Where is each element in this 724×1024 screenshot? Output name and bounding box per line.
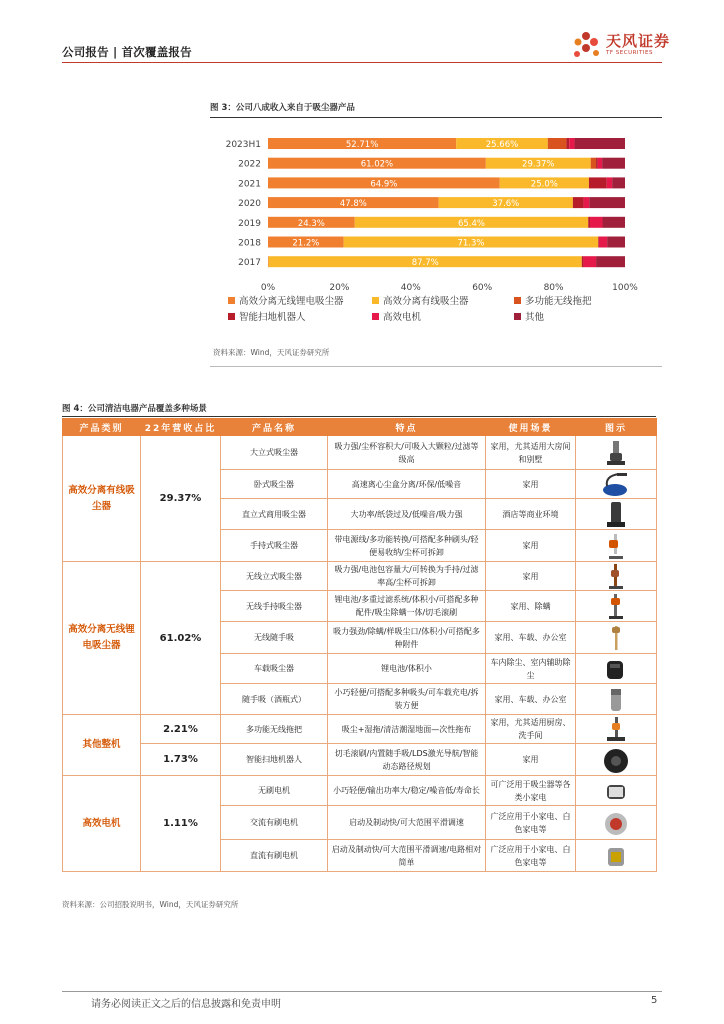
header-divider [62,62,662,63]
report-type-label: 公司报告 | 首次覆盖报告 [62,45,192,59]
page-number: 5 [651,995,658,1006]
bar-segment [588,217,590,228]
usage-scene-cell: 家用，尤其适用大房间和别墅 [486,436,576,470]
product-image-cell [576,840,657,872]
legend-swatch [372,297,379,304]
figure-4-rule [62,416,656,417]
data-label: 29.37% [522,159,555,170]
dc-motor-icon [599,842,633,870]
product-image-cell [576,806,657,840]
bar-segment [589,177,607,188]
column-header: 特点 [328,419,486,436]
legend-label: 高效电机 [383,312,422,323]
product-image-cell [576,654,657,684]
product-image-cell [576,776,657,806]
feature-cell: 启动及制动快/可大范围平滑调速 [328,806,486,840]
bar-segment [268,256,269,267]
bar-segment [599,237,607,248]
feature-cell: 吸力强/电池包容量大/可转换为手持/过滤率高/尘杯可拆卸 [328,562,486,591]
product-image-cell [576,744,657,776]
y-tick-label: 2018 [238,238,261,249]
data-label: 52.71% [345,140,379,150]
feature-cell: 切毛滚刷/内置随手吸/LDS激光导航/智能动态路径规划 [328,744,486,776]
data-label: 21.2% [292,238,320,249]
bar-segment [582,256,584,267]
figure-4-source: 资料来源：公司招股说明书，Wind，天风证券研究所 [62,900,239,909]
data-label: 65.4% [457,218,485,229]
x-tick-label: 100% [612,282,638,293]
product-name-cell: 多功能无线拖把 [221,715,328,744]
figure-3-bottom-rule [210,366,662,367]
product-image-cell [576,562,657,591]
feature-cell: 锂电池/体积小 [328,654,486,684]
brushless-motor-icon [599,777,633,805]
feature-cell: 吸力强/尘杯容积大/可吸入大颗粒/过滤等级高 [328,436,486,470]
stick-vacuum-icon [599,624,633,652]
product-name-cell: 大立式吸尘器 [221,436,328,470]
logo-name: 天风证券 [606,32,671,50]
column-header: 产品名称 [221,419,328,436]
feature-cell: 带电源线/多功能转换/可搭配多种刷头/轻便易收纳/尘杯可拆卸 [328,530,486,562]
y-tick-label: 2021 [238,179,261,190]
y-tick-label: 2020 [238,199,261,210]
revenue-share-cell: 61.02% [141,562,221,715]
data-label: 25.66% [485,140,519,150]
x-tick-label: 20% [329,282,350,293]
usage-scene-cell: 家用 [486,470,576,499]
bar-segment [590,217,602,228]
bottle-vacuum-icon [599,685,633,713]
category-cell: 高效分离无线锂电吸尘器 [63,562,141,715]
product-image-cell [576,684,657,715]
product-table [62,418,657,872]
table-row [63,776,657,806]
bar-segment [596,256,625,267]
handheld-vacuum-icon [599,532,633,560]
bar-segment [573,197,584,208]
bar-segment [607,237,625,248]
bar-segment [589,197,625,208]
column-header: 产品类别 [63,419,141,436]
x-tick-label: 80% [543,282,564,293]
y-tick-label: 2019 [238,218,261,229]
product-name-cell: 无刷电机 [221,776,328,806]
feature-cell: 小巧轻便/可搭配多种吸头/可车载充电/拆装方便 [328,684,486,715]
data-label: 71.3% [457,238,485,249]
product-name-cell: 智能扫地机器人 [221,744,328,776]
data-label: 37.6% [492,199,520,210]
footer-disclaimer: 请务必阅读正文之后的信息披露和免责申明 [91,999,281,1010]
figure-4-title: 图 4：公司清洁电器产品覆盖多种场景 [62,404,207,414]
feature-cell: 小巧轻便/输出功率大/稳定/噪音低/寿命长 [328,776,486,806]
x-tick-label: 0% [260,282,276,293]
product-name-cell: 卧式吸尘器 [221,470,328,499]
y-tick-label: 2022 [238,159,261,170]
column-header: 图示 [576,419,657,436]
commercial-vacuum-icon [599,500,633,528]
product-name-cell: 无线立式吸尘器 [221,562,328,591]
feature-cell: 高速离心尘盒分离/环保/低噪音 [328,470,486,499]
bar-segment [569,138,574,149]
legend-label: 智能扫地机器人 [239,312,306,323]
data-label: 24.3% [297,218,325,229]
bar-segment [602,158,625,169]
product-image-cell [576,715,657,744]
revenue-mix-chart [210,128,662,338]
product-image-cell [576,499,657,530]
product-image-cell [576,591,657,622]
revenue-share-cell: 29.37% [141,436,221,562]
revenue-share-cell: 2.21% [141,715,221,744]
x-tick-label: 40% [400,282,421,293]
usage-scene-cell: 家用 [486,530,576,562]
data-label: 61.02% [360,159,394,170]
table-header-row [63,419,657,436]
revenue-share-cell: 1.73% [141,744,221,776]
category-cell: 高效分离有线吸尘器 [63,436,141,562]
usage-scene-cell: 广泛应用于小家电、白色家电等 [486,840,576,872]
table-row [63,744,657,776]
cordless-upright-icon [599,562,633,590]
product-image-cell [576,470,657,499]
bar-segment [548,138,567,149]
legend-label: 高效分离无线锂电吸尘器 [239,296,344,307]
figure-3-source: 资料来源：Wind，天风证券研究所 [213,348,330,357]
usage-scene-cell: 家用 [486,744,576,776]
product-name-cell: 交流有刷电机 [221,806,328,840]
legend-swatch [514,313,521,320]
product-image-cell [576,436,657,470]
wet-mop-icon [599,715,633,743]
feature-cell: 吸力强劲/除螨/样吸尘口/体积小/可搭配多种附件 [328,622,486,654]
x-tick-label: 60% [472,282,493,293]
legend-label: 其他 [525,312,545,323]
bar-segment [591,158,596,169]
legend-swatch [228,297,235,304]
footer-divider [62,991,662,992]
revenue-share-cell: 1.11% [141,776,221,872]
figure-3-rule [210,117,662,118]
data-label: 87.7% [411,258,439,269]
usage-scene-cell: 家用，尤其适用厨房、洗手间 [486,715,576,744]
bar-segment [603,217,625,228]
figure-3-title: 图 3：公司八成收入来自于吸尘器产品 [210,103,355,113]
bar-segment [598,158,602,169]
usage-scene-cell: 车内除尘、室内辅助除尘 [486,654,576,684]
product-image-cell [576,530,657,562]
y-tick-label: 2023H1 [225,140,261,150]
feature-cell: 启动及制动快/可大范围平滑调速/电路相对简单 [328,840,486,872]
usage-scene-cell: 可广泛用于吸尘器等各类小家电 [486,776,576,806]
canister-vacuum-icon [599,470,633,498]
bar-segment [607,177,612,188]
usage-scene-cell: 家用 [486,562,576,591]
bar-segment [566,138,569,149]
bar-segment [575,138,625,149]
bar-segment [612,177,625,188]
category-cell: 高效电机 [63,776,141,872]
product-image-cell [576,622,657,654]
upright-vacuum-icon [599,439,633,467]
legend-label: 高效分离有线吸尘器 [383,296,469,307]
bar-segment [596,158,598,169]
robot-vacuum-icon [599,746,633,774]
legend-swatch [372,313,379,320]
bar-segment [584,197,590,208]
data-label: 25.0% [530,179,558,190]
data-label: 64.9% [370,179,398,190]
ac-motor-icon [599,809,633,837]
feature-cell: 大功率/纸袋过及/低噪音/吸力强 [328,499,486,530]
category-cell: 其他整机 [63,715,141,776]
usage-scene-cell: 广泛应用于小家电、白色家电等 [486,806,576,840]
logo-subtitle: TF SECURITIES [606,50,653,56]
product-name-cell: 直流有刷电机 [221,840,328,872]
table-row [63,562,657,591]
bar-segment [598,237,599,248]
product-name-cell: 随手吸（酒瓶式） [221,684,328,715]
product-name-cell: 手持式吸尘器 [221,530,328,562]
feature-cell: 吸尘+湿拖/清洁潮湿地面—次性拖布 [328,715,486,744]
usage-scene-cell: 家用、除螨 [486,591,576,622]
product-name-cell: 车载吸尘器 [221,654,328,684]
column-header: 使用场景 [486,419,576,436]
product-name-cell: 直立式商用吸尘器 [221,499,328,530]
usage-scene-cell: 家用、车载、办公室 [486,622,576,654]
cordless-stick-icon [599,592,633,620]
logo-mark-icon [574,32,599,57]
usage-scene-cell: 家用、车载、办公室 [486,684,576,715]
table-row [63,436,657,470]
product-name-cell: 无线随手吸 [221,622,328,654]
legend-swatch [514,297,521,304]
car-vacuum-icon [599,655,633,683]
product-name-cell: 无线手持吸尘器 [221,591,328,622]
column-header: 22年营收占比 [141,419,221,436]
bar-segment [584,256,596,267]
data-label: 47.8% [339,199,367,210]
legend-label: 多功能无线拖把 [525,296,592,307]
table-row [63,715,657,744]
legend-swatch [228,313,235,320]
feature-cell: 锂电池/多重过滤系统/体积小/可搭配多种配件/吸尘除螨一体/切毛滚刷 [328,591,486,622]
y-tick-label: 2017 [238,258,261,269]
usage-scene-cell: 酒店等商业环境 [486,499,576,530]
